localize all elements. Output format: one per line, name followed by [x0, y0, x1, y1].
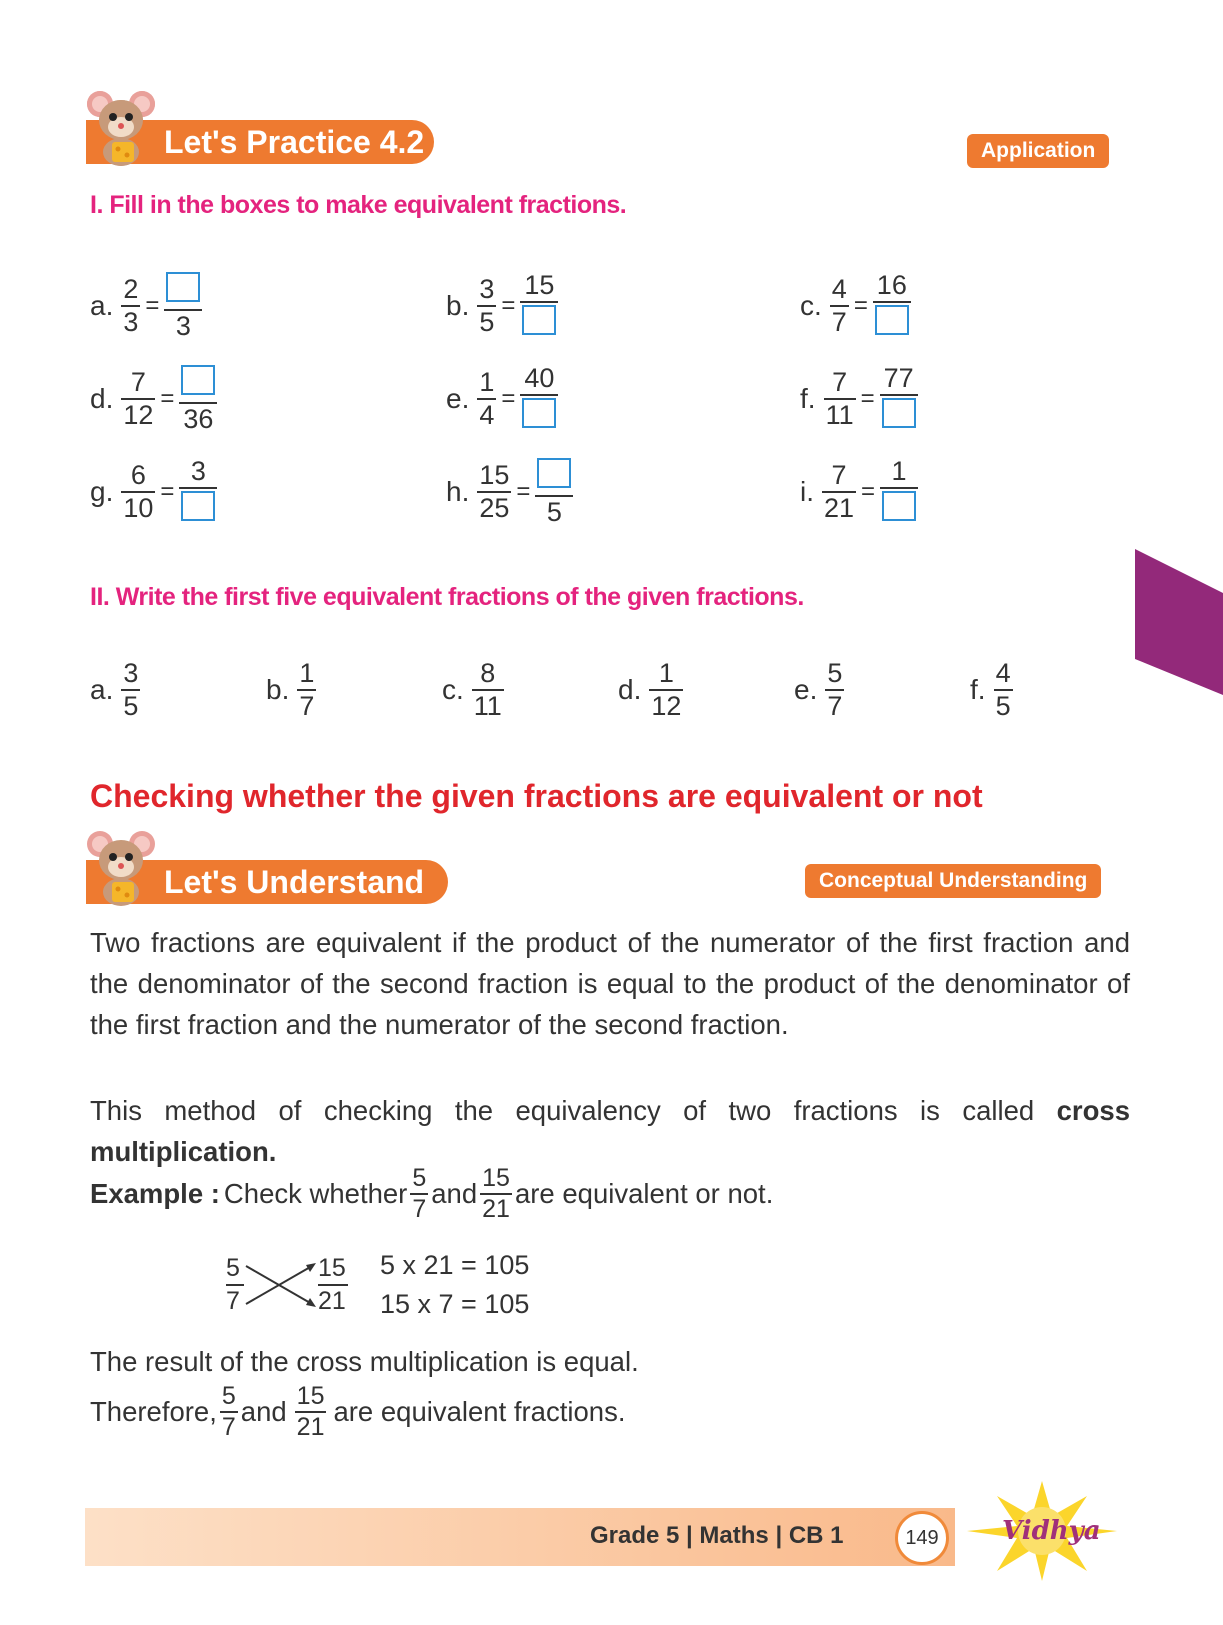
q2-label: d.	[618, 674, 642, 705]
equals-sign: =	[853, 292, 868, 319]
left-num: 7	[130, 367, 146, 397]
q2-den: 5	[995, 691, 1011, 721]
q1-left-fraction	[822, 462, 856, 522]
right-den: 3	[175, 311, 191, 341]
q1-label: h.	[446, 476, 470, 507]
q2-item-f	[970, 660, 1013, 720]
q1-right-fraction	[873, 272, 911, 340]
right-den-answer-box[interactable]	[875, 305, 909, 335]
q1-left-fraction	[121, 462, 155, 522]
left-den: 7	[831, 307, 847, 337]
calc-1: 5 x 21 = 105	[380, 1250, 530, 1280]
q1-left-fraction	[477, 276, 496, 336]
example-f1-den: 7	[412, 1195, 427, 1223]
q2-label: a.	[90, 674, 114, 705]
right-den-answer-box[interactable]	[181, 491, 215, 521]
equals-sign: =	[516, 478, 531, 505]
therefore-f2-num: 15	[296, 1382, 325, 1410]
q2-fraction	[994, 660, 1013, 720]
q1-label: b.	[446, 290, 470, 321]
q2-label: c.	[442, 674, 464, 705]
right-num-answer-box[interactable]	[181, 365, 215, 395]
right-den-answer-box[interactable]	[882, 491, 916, 521]
q1-right-fraction	[164, 272, 202, 340]
right-den-answer-box[interactable]	[522, 305, 556, 335]
equals-sign: =	[860, 385, 875, 412]
left-num: 7	[831, 460, 847, 490]
q2-item-e	[794, 660, 844, 720]
left-den: 5	[479, 307, 495, 337]
q1-item-e	[446, 365, 558, 433]
example-label: Example :	[90, 1178, 220, 1209]
q2-den: 5	[123, 691, 139, 721]
q1-right-fraction	[535, 458, 573, 526]
right-num: 40	[524, 363, 555, 393]
q1-label: a.	[90, 290, 114, 321]
left-den: 12	[123, 400, 154, 430]
q1-right-fraction	[520, 272, 558, 340]
cross-line-left	[226, 1284, 244, 1286]
example-pre: Check whether	[223, 1178, 408, 1209]
cross-d: 21	[318, 1287, 346, 1315]
q1-item-g	[90, 458, 217, 526]
q1-item-h	[446, 458, 573, 526]
cross-line-right	[318, 1284, 348, 1286]
right-den-answer-box[interactable]	[882, 398, 916, 428]
left-num: 3	[479, 274, 495, 304]
left-den: 3	[123, 307, 139, 337]
therefore-and: and	[240, 1396, 287, 1427]
q2-den: 11	[473, 691, 502, 721]
equals-sign: =	[145, 292, 160, 319]
example-and: and	[431, 1178, 478, 1209]
left-den: 21	[824, 493, 855, 523]
q1-item-d	[90, 365, 217, 433]
page-number: 149	[895, 1511, 949, 1565]
result-line: The result of the cross multiplication is equal.	[90, 1346, 639, 1377]
q1-left-fraction	[121, 276, 140, 336]
right-num-answer-box[interactable]	[166, 272, 200, 302]
q1-heading: I. Fill in the boxes to make equivalent fractions.	[90, 191, 627, 219]
cross-arrows-icon	[244, 1260, 318, 1312]
q2-item-d	[618, 660, 683, 720]
q2-label: e.	[794, 674, 818, 705]
q2-fraction	[297, 660, 316, 720]
q1-label: g.	[90, 476, 114, 507]
q2-num: 1	[299, 658, 315, 688]
q1-left-fraction	[824, 369, 856, 429]
q1-right-fraction	[520, 365, 558, 433]
right-num-answer-box[interactable]	[537, 458, 571, 488]
left-num: 6	[130, 460, 146, 490]
left-den: 25	[479, 493, 510, 523]
equals-sign: =	[501, 385, 516, 412]
calc-2: 15 x 7 = 105	[380, 1289, 530, 1319]
q1-item-b	[446, 272, 558, 340]
cross-c: 15	[318, 1254, 346, 1282]
section-title: Checking whether the given fractions are equivalent or not	[90, 778, 983, 814]
right-num: 77	[883, 363, 914, 393]
therefore-pre: Therefore,	[90, 1396, 217, 1427]
q2-item-a	[90, 660, 140, 720]
example-post: are equivalent or not.	[514, 1178, 774, 1209]
example-f1-num: 5	[412, 1164, 427, 1192]
therefore-f1-den: 7	[221, 1413, 236, 1441]
q1-right-fraction	[880, 458, 918, 526]
q2-label: f.	[970, 674, 986, 705]
q2-num: 4	[995, 658, 1011, 688]
therefore-f1-num: 5	[221, 1382, 236, 1410]
q1-right-fraction	[179, 365, 217, 433]
q2-heading: II. Write the first five equivalent fractions of the given fractions.	[90, 583, 804, 611]
left-num: 15	[479, 460, 510, 490]
mouse-mascot-front-icon	[86, 86, 156, 168]
right-num: 15	[524, 270, 555, 300]
right-num: 3	[190, 456, 206, 486]
q1-left-fraction	[121, 369, 155, 429]
right-num: 1	[891, 456, 907, 486]
left-num: 7	[832, 367, 848, 397]
q2-num: 3	[123, 658, 139, 688]
mouse-mascot-2-icon	[86, 826, 156, 908]
q1-label: e.	[446, 383, 470, 414]
q2-item-c	[442, 660, 504, 720]
q1-item-f	[800, 365, 918, 433]
right-den: 5	[546, 497, 562, 527]
left-den: 11	[825, 400, 854, 430]
q2-den: 7	[827, 691, 843, 721]
q2-fraction	[472, 660, 504, 720]
q2-label: b.	[266, 674, 290, 705]
q1-item-i	[800, 458, 918, 526]
equals-sign: =	[160, 478, 175, 505]
example-f2-num: 15	[482, 1164, 510, 1192]
q2-fraction	[825, 660, 844, 720]
right-num: 16	[876, 270, 907, 300]
left-den: 10	[123, 493, 154, 523]
q2-num: 5	[827, 658, 843, 688]
understand-title-text: Let's Understand	[164, 864, 425, 900]
q1-label: c.	[800, 290, 822, 321]
therefore-fraction-1	[220, 1384, 238, 1440]
q2-den: 12	[651, 691, 682, 721]
q1-right-fraction	[179, 458, 217, 526]
example-line	[90, 1166, 773, 1222]
q1-left-fraction	[477, 462, 511, 522]
cross-b: 7	[226, 1287, 240, 1315]
q1-label: i.	[800, 476, 814, 507]
right-den-answer-box[interactable]	[522, 398, 556, 428]
definition-paragraph: Two fractions are equivalent if the product of the numerator of the first fraction and the denominator of the second fraction is equal to the product of the denominator of the first fraction and the numerator of the second fraction.	[90, 927, 1130, 1040]
side-tab-decoration	[1135, 549, 1223, 695]
footer-text: Grade 5 | Maths | CB 1	[590, 1522, 844, 1549]
therefore-post: are equivalent fractions.	[333, 1396, 626, 1427]
application-tag: Application	[967, 134, 1109, 168]
q2-num: 8	[480, 658, 496, 688]
example-f2-den: 21	[482, 1195, 510, 1223]
q1-item-c	[800, 272, 911, 340]
q1-left-fraction	[477, 369, 496, 429]
q2-fraction	[649, 660, 683, 720]
equals-sign: =	[160, 385, 175, 412]
left-num: 4	[831, 274, 847, 304]
q1-label: f.	[800, 383, 816, 414]
therefore-fraction-2	[295, 1384, 327, 1440]
q2-fraction	[121, 660, 140, 720]
cross-multiplication-paragraph	[90, 1090, 1130, 1172]
q2-item-b	[266, 660, 316, 720]
cross-a: 5	[226, 1254, 240, 1282]
para2-bold: cross multiplication.	[90, 1095, 1130, 1167]
q1-left-fraction	[830, 276, 849, 336]
equals-sign: =	[861, 478, 876, 505]
example-fraction-1	[410, 1166, 428, 1222]
left-den: 4	[479, 400, 495, 430]
practice-title-text: Let's Practice 4.2	[164, 124, 425, 160]
left-num: 2	[123, 274, 139, 304]
vidhya-logo: Vidhya	[1002, 1516, 1101, 1546]
para2-text: This method of checking the equivalency of two fractions is called	[90, 1095, 1057, 1126]
therefore-line	[90, 1384, 625, 1440]
left-num: 1	[479, 367, 495, 397]
q1-item-a	[90, 272, 202, 340]
q1-label: d.	[90, 383, 114, 414]
conceptual-tag: Conceptual Understanding	[805, 864, 1101, 898]
q2-den: 7	[299, 691, 315, 721]
q2-num: 1	[658, 658, 674, 688]
example-fraction-2	[480, 1166, 512, 1222]
q1-right-fraction	[880, 365, 918, 433]
therefore-f2-den: 21	[296, 1413, 325, 1441]
equals-sign: =	[501, 292, 516, 319]
right-den: 36	[183, 404, 214, 434]
